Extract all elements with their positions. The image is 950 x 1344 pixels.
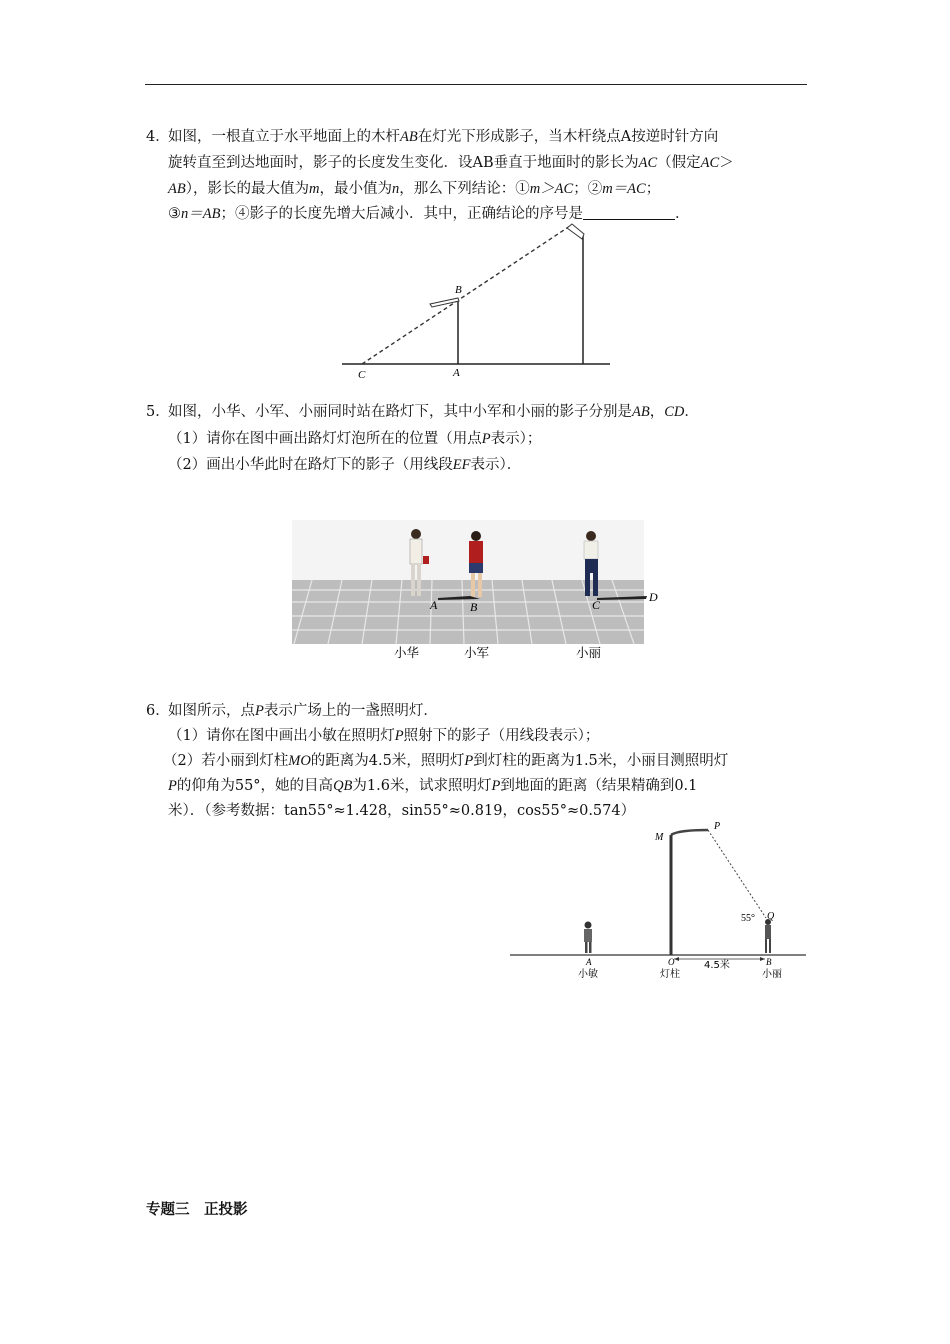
q6-number: 6． [146, 703, 170, 719]
light-ray [708, 830, 766, 918]
label-b: B [766, 957, 772, 967]
q5-number: 5． [146, 404, 170, 420]
shadow-ray [362, 226, 570, 364]
name-xiaojun: 小军 [464, 645, 490, 660]
lamp-arm [671, 830, 708, 835]
q4-figure [338, 222, 613, 382]
distance-label: 4.5米 [704, 960, 730, 971]
q6-line-1: 如图所示，点P表示广场上的一盏照明灯． [168, 703, 438, 719]
q5-line-1: 如图，小华、小军、小丽同时站在路灯下，其中小军和小丽的影子分别是AB，CD． [168, 404, 699, 420]
section-heading: 专题三 正投影 [146, 1202, 248, 1218]
person-xiaoli [765, 919, 771, 953]
person-xiaomin [584, 922, 592, 954]
q5-figure [292, 520, 658, 665]
label-q: Q [767, 911, 775, 922]
angle-label: 55° [741, 913, 755, 924]
q4-line-4: ③n＝AB；④影子的长度先增大后减小．其中，正确结论的序号是 ． [168, 206, 690, 222]
label-c: C [358, 369, 366, 381]
q6-part-1: （1）请你在图中画出小敏在照明灯P照射下的影子（用线段表示）； [168, 728, 600, 744]
label-b: B [470, 600, 478, 614]
name-xiaoli: 小丽 [576, 645, 602, 660]
name-pole: 灯柱 [660, 969, 680, 980]
label-a: A [430, 598, 438, 612]
label-a: A [453, 367, 460, 379]
lamp-head [567, 224, 584, 239]
label-b: B [455, 284, 462, 296]
label-p: P [714, 821, 721, 832]
label-c: C [592, 598, 601, 612]
q5-part-1: （1）请你在图中画出路灯灯泡所在的位置（用点P表示）； [168, 431, 542, 447]
header-rule [145, 84, 807, 85]
label-m: M [655, 832, 664, 843]
q4-line-2: 旋转直至到达地面时，影子的长度发生变化．设AB垂直于地面时的影长为AC（假定AC＞ [168, 155, 734, 171]
label-a: A [586, 957, 592, 967]
short-lamp-head [430, 298, 459, 307]
answer-blank[interactable] [583, 205, 675, 220]
q5-part-2: （2）画出小华此时在路灯下的影子（用线段EF表示）． [168, 457, 522, 473]
label-o: O [668, 957, 675, 967]
name-xiaohua: 小华 [394, 645, 420, 660]
q6-figure [508, 818, 808, 984]
label-d: D [649, 590, 658, 604]
name-xiaomin: 小敏 [578, 969, 598, 980]
q6-part-2-line-1: （2）若小丽到灯柱MO的距离为4.5米，照明灯P到灯柱的距离为1.5米，小丽目测照明灯 [163, 753, 729, 769]
q4-line-3: AB），影长的最大值为m，最小值为n，那么下列结论：①m＞AC；②m＝AC； [168, 181, 661, 197]
q4-number: 4． [146, 129, 170, 145]
name-xiaoli: 小丽 [762, 969, 782, 980]
q4-line-1: 如图，一根直立于水平地面上的木杆AB在灯光下形成影子，当木杆绕点A按逆时针方向 [168, 129, 719, 145]
q6-part-2-line-3: 米）．（参考数据：tan55°≈1.428，sin55°≈0.819，cos55°≈0.574） [168, 803, 636, 819]
q6-part-2-line-2: P的仰角为55°，她的目高QB为1.6米，试求照明灯P到地面的距离（结果精确到0.1 [168, 778, 698, 794]
